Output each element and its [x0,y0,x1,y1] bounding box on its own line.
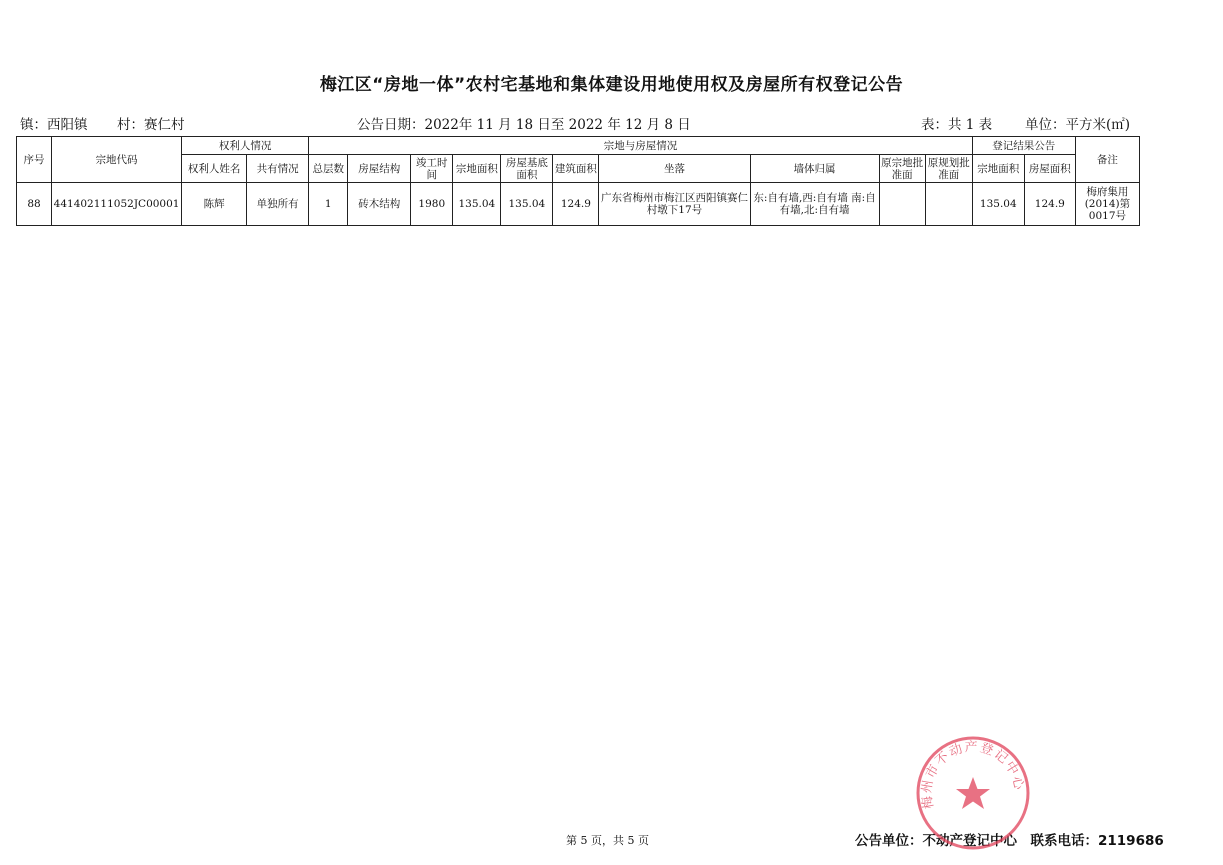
header-parcel-area: 宗地面积 [453,155,501,183]
cell-completion: 1980 [411,183,453,226]
header-completion: 竣工时间 [411,155,453,183]
unit-label: 单位：平方米(㎡) [1025,117,1131,133]
cell-co-ownership: 单独所有 [247,183,309,226]
header-result-house-area: 房屋面积 [1024,155,1075,183]
header-seq: 序号 [17,137,52,183]
svg-text:梅州市不动产登记中心: 梅州市不动产登记中心 [919,739,1027,811]
header-wall: 墙体归属 [750,155,879,183]
header-structure: 房屋结构 [348,155,411,183]
announce-date: 公告日期：2022年 11 月 18 日至 2022 年 12 月 8 日 [357,117,691,133]
cell-remarks: 梅府集用(2014)第0017号 [1075,183,1139,226]
cell-result-house-area: 124.9 [1024,183,1075,226]
registration-table [16,136,1140,226]
cell-orig-plan [925,183,972,226]
document-title: 梅江区“房地一体”农村宅基地和集体建设用地使用权及房屋所有权登记公告 [319,75,904,95]
town-label: 镇：西阳镇 [20,117,88,133]
table-count: 表：共 1 表 [921,117,993,133]
table-row [17,183,1140,226]
cell-orig-parcel [879,183,925,226]
header-base-area: 房屋基底面积 [501,155,553,183]
cell-floor-area: 124.9 [553,183,599,226]
header-orig-plan: 原规划批准面 [925,155,972,183]
header-orig-parcel: 原宗地批准面 [879,155,925,183]
cell-structure: 砖木结构 [348,183,411,226]
group-header-land-house: 宗地与房屋情况 [309,137,973,155]
cell-base-area: 135.04 [501,183,553,226]
cell-parcel-code: 441402111052JC00001 [52,183,182,226]
header-total-floors: 总层数 [309,155,348,183]
cell-parcel-area: 135.04 [453,183,501,226]
header-result-parcel-area: 宗地面积 [972,155,1024,183]
header-holder-name: 权利人姓名 [182,155,247,183]
cell-location: 广东省梅州市梅江区西阳镇赛仁村墩下17号 [599,183,750,226]
header-location: 坐落 [599,155,750,183]
header-floor-area: 建筑面积 [553,155,599,183]
header-co-ownership: 共有情况 [247,155,309,183]
header-remarks: 备注 [1075,137,1139,183]
cell-result-parcel-area: 135.04 [972,183,1024,226]
cell-seq: 88 [17,183,52,226]
cell-wall: 东:自有墙,西:自有墙 南:自有墙,北:自有墙 [750,183,879,226]
cell-holder-name: 陈辉 [182,183,247,226]
issuing-organization: 公告单位：不动产登记中心 联系电话：2119686 [855,833,1164,849]
village-label: 村：赛仁村 [117,117,185,133]
header-parcel-code: 宗地代码 [52,137,182,183]
cell-total-floors: 1 [309,183,348,226]
group-header-result: 登记结果公告 [972,137,1075,155]
page-number: 第 5 页，共 5 页 [566,834,649,847]
group-header-right-holder: 权利人情况 [182,137,309,155]
official-seal [913,733,1033,853]
